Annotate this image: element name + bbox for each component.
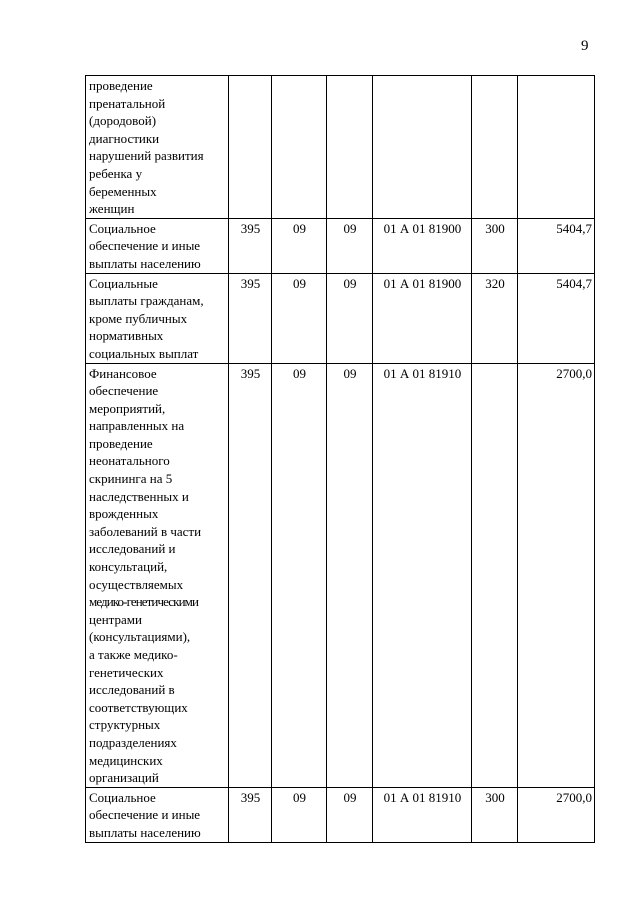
subsection-cell: 09 — [327, 273, 373, 363]
description-line: проведение — [89, 78, 153, 93]
description-line: консультаций, — [89, 559, 168, 575]
description-line: женщин — [89, 201, 135, 217]
description-line: медико-генетическими — [89, 594, 199, 610]
budget-table — [85, 75, 595, 843]
expense-type-cell: 320 — [472, 273, 518, 363]
grbs-cell: 395 — [229, 787, 272, 842]
description-line: пренатальной — [89, 95, 166, 111]
description-line: неонатального — [89, 453, 170, 469]
row-description — [86, 218, 229, 273]
description-line: обеспечение и иные — [89, 807, 201, 823]
description-line: беременных — [89, 183, 157, 199]
description-line: (консультациями), — [89, 629, 191, 645]
section-cell — [272, 76, 327, 219]
description-line: генетических — [89, 664, 164, 680]
description-line: заболеваний в части — [89, 523, 202, 539]
description-line: нормативных — [89, 328, 164, 344]
amount-cell: 5404,7 — [518, 218, 595, 273]
expense-type-cell — [472, 363, 518, 787]
amount-cell: 5404,7 — [518, 273, 595, 363]
description-line: организаций — [89, 770, 159, 786]
description-line: ребенка у — [89, 165, 143, 181]
description-line: наследственных и — [89, 488, 189, 504]
subsection-cell: 09 — [327, 363, 373, 787]
description-line: Финансовое — [89, 365, 157, 381]
table-row — [86, 218, 595, 273]
description-line: соответствующих — [89, 699, 188, 715]
description-line: структурных — [89, 717, 161, 733]
description-line: Социальные — [89, 275, 158, 291]
section-cell: 09 — [272, 218, 327, 273]
grbs-cell — [229, 76, 272, 219]
grbs-cell: 395 — [229, 273, 272, 363]
expense-type-cell: 300 — [472, 787, 518, 842]
description-line: исследований в — [89, 682, 175, 698]
description-line: медицинских — [89, 752, 163, 768]
grbs-cell: 395 — [229, 218, 272, 273]
expense-type-cell: 300 — [472, 218, 518, 273]
description-line: кроме публичных — [89, 310, 188, 326]
section-cell: 09 — [272, 363, 327, 787]
section-cell: 09 — [272, 787, 327, 842]
description-line: исследований и — [89, 541, 176, 557]
target-article-cell: 01 А 01 81900 — [373, 218, 472, 273]
description-line: обеспечение и иные — [89, 238, 201, 254]
row-description — [86, 273, 229, 363]
table-row — [86, 273, 595, 363]
target-article-cell: 01 А 01 81910 — [373, 787, 472, 842]
description-line: диагностики — [89, 130, 160, 146]
description-line: Социальное — [89, 220, 156, 236]
target-article-cell: 01 А 01 81910 — [373, 363, 472, 787]
description-line: выплаты населению — [89, 255, 201, 271]
description-line: социальных выплат — [89, 345, 199, 361]
page-number: 9 — [581, 38, 589, 54]
subsection-cell: 09 — [327, 787, 373, 842]
description-line: мероприятий, — [89, 400, 166, 416]
section-cell: 09 — [272, 273, 327, 363]
subsection-cell — [327, 76, 373, 219]
description-line: центрами — [89, 611, 142, 627]
row-description — [86, 787, 229, 842]
subsection-cell: 09 — [327, 218, 373, 273]
table-row — [86, 76, 595, 219]
target-article-cell — [373, 76, 472, 219]
row-description — [86, 76, 229, 219]
description-line: направленных на — [89, 418, 185, 434]
grbs-cell: 395 — [229, 363, 272, 787]
description-line: (дородовой) — [89, 113, 157, 129]
amount-cell — [518, 76, 595, 219]
table-row — [86, 363, 595, 787]
description-line: проведение — [89, 435, 153, 451]
description-line: обеспечение — [89, 383, 159, 399]
description-line: а также медико- — [89, 647, 178, 662]
description-line: осуществляемых — [89, 576, 184, 592]
description-line: нарушений развития — [89, 148, 204, 164]
expense-type-cell — [472, 76, 518, 219]
description-line: выплаты населению — [89, 824, 201, 840]
amount-cell: 2700,0 — [518, 787, 595, 842]
description-line: скрининга на 5 — [89, 471, 173, 487]
amount-cell: 2700,0 — [518, 363, 595, 787]
description-line: Социальное — [89, 789, 156, 805]
table-row — [86, 787, 595, 842]
description-line: врожденных — [89, 506, 159, 522]
description-line: выплаты гражданам, — [89, 293, 204, 309]
description-line: подразделениях — [89, 734, 177, 750]
target-article-cell: 01 А 01 81900 — [373, 273, 472, 363]
row-description — [86, 363, 229, 787]
